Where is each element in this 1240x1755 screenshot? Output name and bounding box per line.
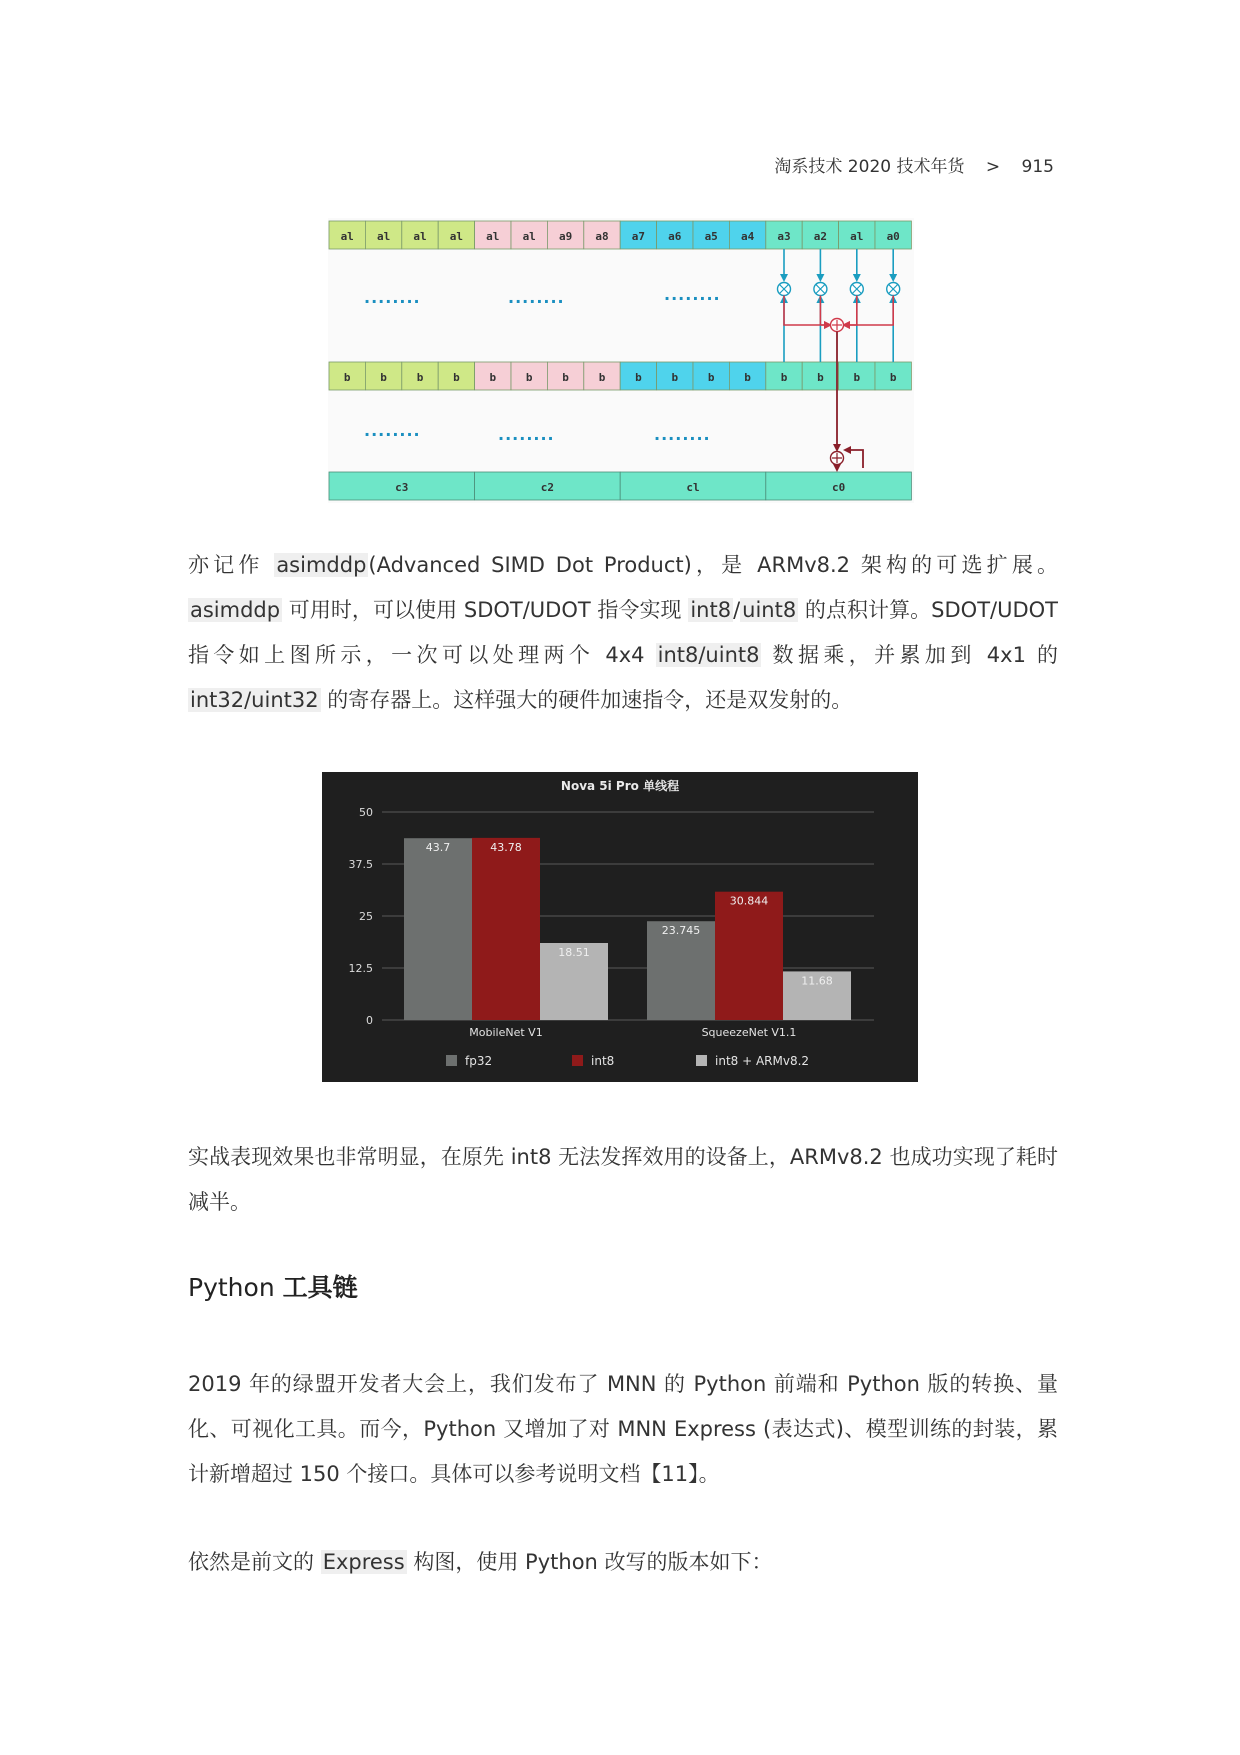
bar-data-label: 23.745 (661, 924, 701, 938)
register-b-label: b (598, 371, 606, 384)
register-a-label: al (486, 230, 500, 243)
legend-swatch (446, 1055, 457, 1066)
ellipsis: ........ (364, 421, 421, 440)
register-b-label: b (453, 371, 460, 384)
register-b-label: b (380, 371, 387, 384)
paragraph-results: 实战表现效果也非常明显，在原先 int8 无法发挥效用的设备上，ARMv8.2 也成功实现了耗时减半。 (188, 1145, 1058, 1214)
bar-data-label: 11.68 (801, 974, 833, 988)
ellipsis: ........ (664, 285, 721, 304)
register-b-label: b (671, 371, 679, 384)
paragraph-express: 依然是前文的 Express 构图，使用 Python 改写的版本如下： (188, 1550, 773, 1574)
bar-data-label: 43.7 (425, 841, 451, 855)
inline-code: asimddp (190, 598, 281, 622)
register-a-label: a3 (777, 230, 791, 243)
register-b-label: b (343, 371, 351, 384)
register-a-label: al (413, 230, 427, 243)
bar (472, 838, 540, 1020)
register-b-label: b (489, 371, 497, 384)
page-header (774, 152, 1054, 177)
paragraph-python: 2019 年的绿盟开发者大会上，我们发布了 MNN 的 Python 前端和 Python 版的转换、量化、可视化工具。而今，Python 又增加了对 MNN Express (表达式)、模型训练的封装，累计新增超过 150 个接口。具体可以参考说明文档【11】。 (188, 1372, 1058, 1486)
register-a-label: a8 (595, 230, 609, 243)
register-a-label: a7 (631, 230, 646, 243)
register-b-label: b (635, 371, 642, 384)
y-tick-label: 37.5 (348, 858, 373, 871)
section-heading: Python 工具链 (188, 1273, 358, 1302)
register-a-label: al (340, 230, 354, 243)
inline-code: asimddp (276, 553, 367, 577)
y-tick-label: 0 (366, 1014, 373, 1027)
x-tick-label: MobileNet V1 (469, 1026, 543, 1039)
header-separator: > (985, 157, 1001, 177)
register-a-label: al (449, 230, 464, 243)
bar (715, 892, 783, 1020)
chart-title: Nova 5i Pro 单线程 (560, 779, 680, 793)
y-tick-label: 12.5 (348, 962, 373, 975)
legend-swatch (696, 1055, 707, 1066)
register-b-label: b (525, 371, 533, 384)
inline-code: int8/uint8 (657, 643, 760, 667)
bar-data-label: 43.78 (490, 840, 522, 854)
ellipsis: ........ (654, 425, 711, 444)
register-a-label: al (376, 230, 391, 243)
register-a-label: a0 (886, 230, 900, 243)
paragraph-asimddp: 亦记作 asimddp(Advanced SIMD Dot Product)，是 ARMv8.2 架构的可选扩展。asimddp 可用时，可以使用 SDOT/UDOT 指令实现 int8/uint8 的点积计算。SDOT/UDOT 指令如上图所示，一次可以处理两个 4x4 int8/uint8 数据乘，并累加到 4x1 的 int32/uint32 的寄存器上。这样强大的硬件加速指令，还是双发射的。 (188, 553, 1059, 712)
register-a-label: a4 (740, 230, 755, 243)
register-b-label: b (817, 371, 824, 384)
register-a-label: a9 (558, 230, 573, 243)
sdot-diagram (328, 218, 914, 503)
register-a-label: al (850, 230, 864, 243)
register-b-label: b (744, 371, 751, 384)
legend-swatch (572, 1055, 583, 1066)
register-b-label: b (853, 371, 861, 384)
ellipsis: ........ (508, 288, 565, 307)
y-tick-label: 25 (359, 910, 373, 923)
x-tick-label: SqueezeNet V1.1 (701, 1026, 797, 1039)
diagram-background (328, 218, 914, 503)
ellipsis: ........ (498, 425, 555, 444)
legend-label: int8 + ARMv8.2 (715, 1054, 810, 1068)
inline-code: int8 (690, 598, 732, 622)
bar (404, 838, 472, 1020)
register-c-label: c3 (395, 481, 409, 494)
legend-label: fp32 (465, 1054, 493, 1068)
inline-code: int32/uint32 (190, 688, 319, 712)
register-b-label: b (780, 371, 788, 384)
header-title: 淘系技术 2020 技术年货 (774, 157, 965, 177)
register-b-label: b (562, 371, 569, 384)
register-a-label: a6 (668, 230, 682, 243)
register-b-label: b (707, 371, 715, 384)
legend-label: int8 (591, 1054, 615, 1068)
register-b-label: b (416, 371, 424, 384)
register-c-label: cl (686, 481, 700, 494)
ellipsis: ........ (364, 288, 421, 307)
bar-data-label: 18.51 (558, 945, 590, 959)
inline-code: uint8 (742, 598, 797, 622)
register-c-label: c0 (831, 481, 846, 494)
register-a-label: a2 (813, 230, 828, 243)
register-b-label: b (889, 371, 897, 384)
y-tick-label: 50 (359, 806, 373, 819)
register-a-label: al (522, 230, 536, 243)
register-c-label: c2 (540, 481, 555, 494)
inline-code: Express (322, 1550, 405, 1574)
register-a-label: a5 (704, 230, 718, 243)
bar-data-label: 30.844 (729, 894, 769, 908)
page-number: 915 (1021, 157, 1054, 177)
bar-chart (322, 772, 918, 1082)
